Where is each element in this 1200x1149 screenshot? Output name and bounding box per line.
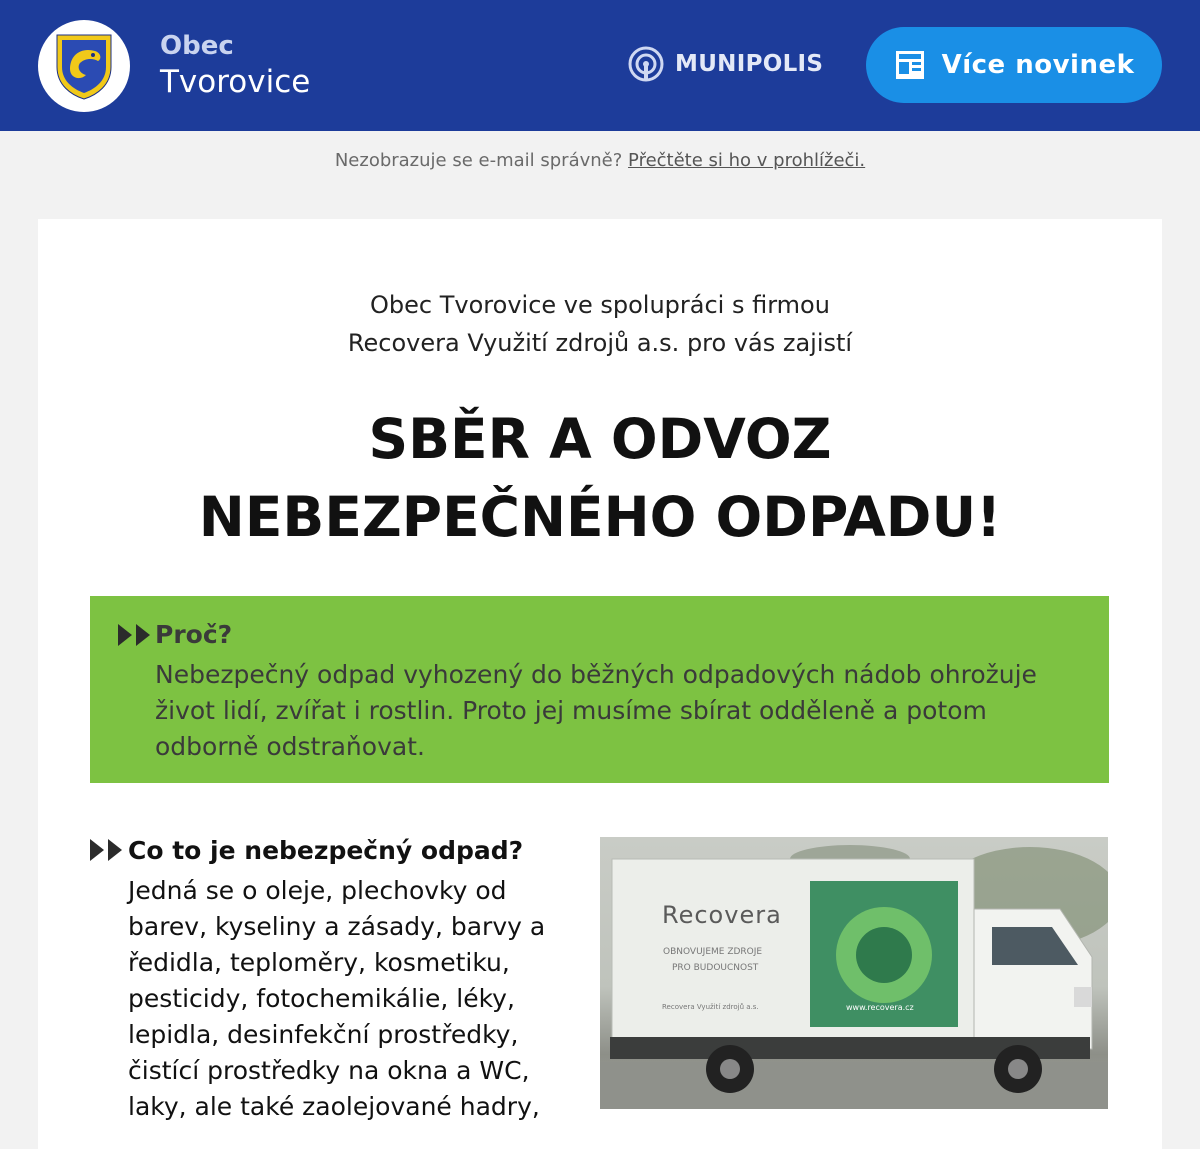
view-in-browser-link[interactable]: Přečtěte si ho v prohlížeči. <box>628 150 866 171</box>
what-text: Jedná se o oleje, plechovky od barev, kyseliny a zásady, barvy a ředidla, teploměry, kosmetiku, pesticidy, fotochemikálie, léky, lepidla, desinfekční prostředky, čistící prostředky na okna a WC, laky, ale také zaolejované hadry, <box>128 876 546 1121</box>
double-arrow-icon <box>90 839 122 861</box>
coat-of-arms-icon <box>53 31 115 101</box>
preheader <box>0 150 1200 171</box>
newspaper-icon <box>894 49 926 81</box>
double-arrow-icon <box>118 624 150 646</box>
broadcast-icon <box>627 45 665 83</box>
munipolis-label: MUNIPOLIS <box>675 51 824 77</box>
munipolis-logo[interactable] <box>627 44 823 84</box>
preheader-text: Nezobrazuje se e-mail správně? <box>334 150 623 171</box>
headline-line-2: NEBEZPEČNÉHO ODPADU! <box>198 485 1002 549</box>
brand <box>160 30 310 102</box>
truck-company: Recovera Využití zdrojů a.s. <box>662 1003 759 1011</box>
brand-name: Tvorovice <box>160 64 311 100</box>
why-box <box>90 596 1109 783</box>
truck-slogan-1: OBNOVUJEME ZDROJE <box>663 947 763 957</box>
truck-illustration <box>600 837 1108 1109</box>
municipality-logo[interactable] <box>38 20 130 112</box>
header-bar <box>0 0 1200 131</box>
more-news-label: Více novinek <box>941 50 1135 80</box>
headline <box>0 400 1200 556</box>
why-title: Proč? <box>155 620 233 649</box>
intro-line-2: Recovera Využití zdrojů a.s. pro vás zajistí <box>347 329 853 357</box>
truck-url: www.recovera.cz <box>846 1003 914 1012</box>
why-text: Nebezpečný odpad vyhozený do běžných odpadových nádob ohrožuje život lidí, zvířat i rostlin. Proto jej musíme sbírat odděleně a potom odborně odstraňovat. <box>155 660 1037 761</box>
intro-line-1: Obec Tvorovice ve spolupráci s firmou <box>370 291 830 319</box>
truck-brand: Recovera <box>662 901 782 929</box>
what-title: Co to je nebezpečný odpad? <box>128 836 524 865</box>
truck-slogan-2: PRO BUDOUCNOST <box>672 963 759 973</box>
more-news-button[interactable] <box>866 27 1162 103</box>
headline-line-1: SBĚR A ODVOZ <box>368 407 832 471</box>
intro-text <box>0 286 1200 362</box>
brand-prefix: Obec <box>160 31 234 61</box>
truck-photo <box>600 837 1108 1109</box>
